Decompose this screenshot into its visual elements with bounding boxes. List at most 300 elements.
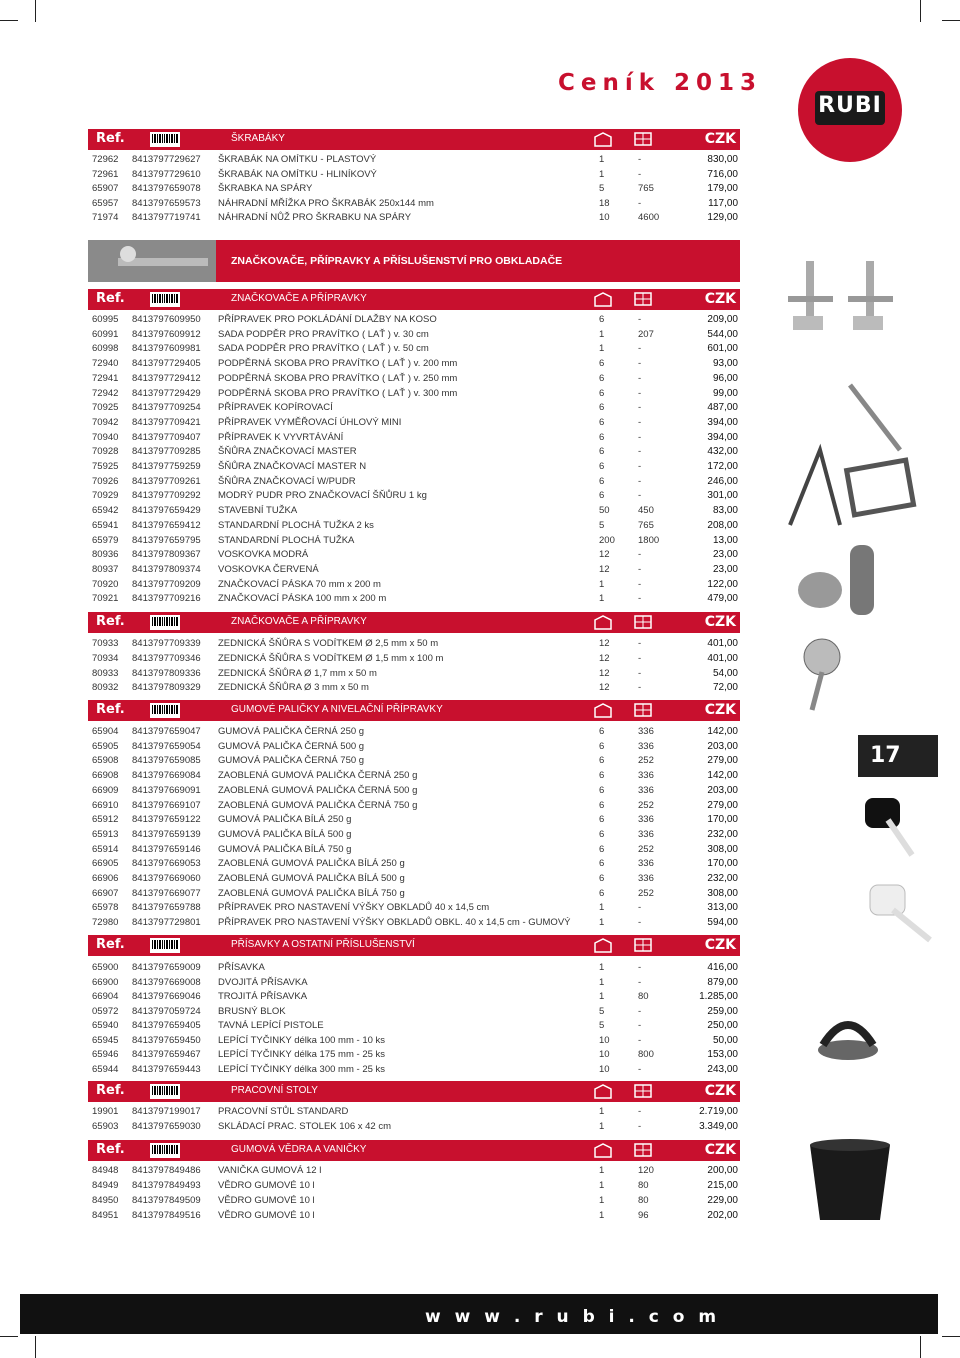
price: 13,00	[712, 534, 738, 546]
price: 142,00	[707, 726, 738, 737]
price: 246,00	[707, 475, 738, 487]
pallet-icon	[633, 702, 653, 719]
table-row	[92, 593, 742, 607]
ean-code: 8413797669107	[132, 799, 201, 811]
ref-label: Ref.	[96, 291, 125, 306]
table-row	[92, 198, 742, 212]
ean-code: 8413797669077	[132, 887, 201, 899]
table-row	[92, 653, 742, 667]
table-row	[92, 682, 742, 696]
description: PŘÍPRAVEK PRO NASTAVENÍ VÝŠKY OBKLADŮ 40 x 14,5 cm	[218, 902, 490, 914]
description: LEPÍCÍ TYČINKY délka 100 mm - 10 ks	[218, 1034, 386, 1046]
description: ZAOBLENÁ GUMOVÁ PALIČKA BÍLÁ 250 g	[218, 858, 405, 870]
pallet-qty: -	[638, 902, 642, 914]
table-row	[92, 490, 742, 504]
ean-code: 8413797199017	[132, 1106, 201, 1117]
ean-code: 8413797659085	[132, 755, 201, 767]
pallet-qty: 252	[638, 799, 654, 811]
ref-code: 72941	[92, 372, 119, 384]
table-row	[92, 549, 742, 563]
ean-code: 8413797659078	[132, 183, 201, 194]
pallet-qty: -	[638, 549, 642, 561]
pack-qty: 1	[599, 154, 605, 165]
price: 54,00	[712, 667, 738, 679]
price: 170,00	[707, 858, 738, 870]
ref-code: 65913	[92, 828, 119, 840]
table-row	[92, 755, 742, 769]
table-row	[92, 1049, 742, 1063]
pallet-qty: -	[638, 197, 642, 209]
pack-qty: 6	[599, 843, 605, 855]
crop-mark	[0, 20, 18, 21]
description: GUMOVÁ PALIČKA ČERNÁ 500 g	[218, 740, 365, 752]
price: 208,00	[707, 519, 738, 531]
table-row	[92, 741, 742, 755]
ean-code: 8413797659009	[132, 962, 201, 973]
table-row	[92, 476, 742, 490]
description: PRACOVNÍ STŮL STANDARD	[218, 1106, 349, 1117]
website-url: w w w . r u b i . c o m	[425, 1307, 721, 1327]
pack-qty: 1	[599, 578, 605, 590]
product-image-angle-tool	[780, 440, 920, 530]
pallet-qty: -	[638, 962, 642, 973]
price: 544,00	[707, 328, 738, 340]
description: GUMOVÁ PALIČKA BÍLÁ 750 g	[218, 843, 352, 855]
ean-code: 8413797659405	[132, 1020, 201, 1031]
crop-mark	[942, 20, 960, 21]
table-row	[92, 1064, 742, 1078]
section-label: ZNAČKOVAČE A PŘÍPRAVKY	[231, 293, 367, 304]
pallet-qty: 765	[638, 183, 654, 194]
ean-code: 8413797669008	[132, 976, 201, 988]
ean-code: 8413797659443	[132, 1063, 201, 1075]
pack-qty: 5	[599, 519, 605, 531]
banner-photo	[88, 240, 216, 282]
table-row	[92, 446, 742, 460]
price: 50,00	[712, 1034, 738, 1046]
description: MODRÝ PUDR PRO ZNAČKOVACÍ ŠŇŮRU 1 kg	[218, 490, 427, 502]
table-row	[92, 461, 742, 475]
ref-code: 65944	[92, 1063, 119, 1075]
table-row	[92, 1195, 742, 1209]
pallet-icon	[633, 291, 653, 308]
pack-qty: 12	[599, 652, 610, 664]
pallet-qty: -	[638, 372, 642, 384]
ean-code: 8413797809336	[132, 667, 201, 679]
product-image-supports	[778, 256, 918, 336]
pallet-qty: -	[638, 638, 642, 649]
pallet-qty: 252	[638, 755, 654, 767]
pack-qty: 1	[599, 1106, 605, 1117]
description: ZAOBLENÁ GUMOVÁ PALIČKA ČERNÁ 750 g	[218, 799, 418, 811]
table-row	[92, 579, 742, 593]
product-image-line-reel	[792, 632, 852, 712]
ref-code: 65946	[92, 1049, 119, 1060]
description: SKLÁDACÍ PRAC. STOLEK 106 x 42 cm	[218, 1120, 392, 1132]
description: STANDARDNÍ PLOCHÁ TUŽKA	[218, 534, 355, 546]
table-row	[92, 638, 742, 652]
pallet-qty: -	[638, 578, 642, 590]
description: GUMOVÁ PALIČKA ČERNÁ 250 g	[218, 726, 365, 737]
ref-code: 65914	[92, 843, 119, 855]
ean-code: 8413797609981	[132, 343, 201, 355]
ref-code: 80932	[92, 682, 119, 694]
pallet-qty: -	[638, 358, 642, 370]
price: 129,00	[707, 212, 738, 223]
pack-qty: 200	[599, 534, 615, 546]
price: 200,00	[707, 1165, 738, 1176]
pallet-qty: -	[638, 416, 642, 428]
barcode-icon	[150, 1143, 180, 1158]
table-row	[92, 770, 742, 784]
description: PODPĚRNÁ SKOBA PRO PRAVÍTKO ( LAŤ ) v. 300 mm	[218, 387, 458, 399]
pallet-qty: 80	[638, 1180, 649, 1191]
ref-code: 65978	[92, 902, 119, 914]
price: 229,00	[707, 1195, 738, 1206]
price: 830,00	[707, 154, 738, 165]
ref-code: 70933	[92, 638, 119, 649]
pack-qty: 6	[599, 314, 605, 325]
price: 232,00	[707, 828, 738, 840]
pack-qty: 6	[599, 784, 605, 796]
description: GUMOVÁ PALIČKA ČERNÁ 750 g	[218, 755, 365, 767]
ean-code: 8413797709421	[132, 416, 201, 428]
pack-qty: 1	[599, 1180, 605, 1191]
pallet-qty: 336	[638, 784, 654, 796]
price: 23,00	[712, 563, 738, 575]
barcode-icon	[150, 703, 180, 718]
ean-code: 8413797809329	[132, 682, 201, 694]
ean-code: 8413797709339	[132, 638, 201, 649]
pack-qty: 6	[599, 416, 605, 428]
price: 117,00	[708, 197, 738, 209]
description: TAVNÁ LEPÍCÍ PISTOLE	[218, 1020, 324, 1031]
ean-code: 8413797849493	[132, 1180, 201, 1191]
ref-code: 65905	[92, 740, 119, 752]
price: 1.285,00	[699, 991, 738, 1002]
pallet-qty: -	[638, 1034, 642, 1046]
ref-code: 80936	[92, 549, 119, 561]
section-label: ŠKRABÁKY	[231, 133, 285, 144]
ref-code: 65903	[92, 1120, 119, 1132]
pack-qty: 6	[599, 887, 605, 899]
ref-code: 65945	[92, 1034, 119, 1046]
ean-code: 8413797709292	[132, 490, 201, 502]
table-row	[92, 402, 742, 416]
ref-code: 70926	[92, 475, 119, 487]
price: 172,00	[707, 461, 738, 472]
ref-code: 70929	[92, 490, 119, 502]
ean-code: 8413797659788	[132, 902, 201, 914]
table-row	[92, 814, 742, 828]
pack-qty: 6	[599, 446, 605, 458]
product-image-rubber-mallet-black	[860, 790, 920, 860]
pallet-qty: 336	[638, 770, 654, 782]
pallet-qty: -	[638, 1106, 642, 1117]
table-row	[92, 169, 742, 183]
ref-code: 60995	[92, 314, 119, 325]
ref-code: 65907	[92, 183, 119, 194]
ean-code: 8413797659429	[132, 505, 201, 517]
pallet-qty: -	[638, 563, 642, 575]
table-row	[92, 564, 742, 578]
section-label: PRACOVNÍ STOLY	[231, 1085, 318, 1096]
ref-code: 65908	[92, 755, 119, 767]
pack-qty: 6	[599, 461, 605, 472]
pallet-icon	[633, 1083, 653, 1100]
currency-label: CZK	[704, 937, 736, 953]
pallet-qty: -	[638, 490, 642, 502]
description: ZNAČKOVACÍ PÁSKA 70 mm x 200 m	[218, 578, 381, 590]
description: VOSKOVKA MODRÁ	[218, 549, 309, 561]
section-header	[88, 700, 740, 721]
price: 259,00	[707, 1005, 738, 1017]
pallet-qty: -	[638, 314, 642, 325]
description: LEPÍCÍ TYČINKY délka 175 mm - 25 ks	[218, 1049, 386, 1060]
ean-code: 8413797849516	[132, 1210, 201, 1221]
barcode-icon	[150, 615, 180, 630]
description: PŘÍSAVKA	[218, 962, 265, 973]
description: LEPÍCÍ TYČINKY délka 300 mm - 25 ks	[218, 1063, 386, 1075]
price: 179,00	[707, 183, 738, 194]
ean-code: 8413797719741	[132, 212, 201, 223]
price: 243,00	[707, 1063, 738, 1075]
pack-qty: 1	[599, 1210, 605, 1221]
price: 23,00	[712, 549, 738, 561]
category-banner	[88, 240, 740, 282]
ref-code: 72980	[92, 917, 119, 929]
ref-code: 66908	[92, 770, 119, 782]
pallet-qty: -	[638, 1020, 642, 1031]
description: GUMOVÁ PALIČKA BÍLÁ 500 g	[218, 828, 352, 840]
pallet-qty: -	[638, 1063, 642, 1075]
section-header	[88, 1081, 740, 1102]
pallet-qty: -	[638, 402, 642, 414]
crop-mark	[920, 1336, 921, 1358]
price: 142,00	[707, 770, 738, 782]
price: 96,00	[712, 372, 738, 384]
price: 487,00	[707, 402, 738, 414]
pack-qty: 6	[599, 402, 605, 414]
description: ŠŇŮRA ZNAČKOVACÍ MASTER	[218, 446, 357, 458]
pallet-icon	[633, 1142, 653, 1159]
pack-qty: 10	[599, 1034, 610, 1046]
description: ŠŇŮRA ZNAČKOVACÍ W/PUDR	[218, 475, 356, 487]
price: 416,00	[707, 962, 738, 973]
pack-qty: 12	[599, 563, 610, 575]
ean-code: 8413797809367	[132, 549, 201, 561]
pallet-qty: -	[638, 667, 642, 679]
ref-code: 70921	[92, 593, 119, 605]
description: ZEDNICKÁ ŠŇŮRA Ø 3 mm x 50 m	[218, 682, 369, 694]
ref-code: 66904	[92, 991, 119, 1002]
ean-code: 8413797709216	[132, 593, 201, 605]
description: PŘÍPRAVEK PRO POKLÁDÁNÍ DLAŽBY NA KOSO	[218, 314, 437, 325]
price: 716,00	[707, 168, 738, 180]
ref-label: Ref.	[96, 1142, 125, 1157]
table-row	[92, 1210, 742, 1224]
ean-code: 8413797849509	[132, 1195, 201, 1206]
table-row	[92, 1106, 742, 1120]
ean-code: 8413797659795	[132, 534, 201, 546]
ean-code: 8413797659139	[132, 828, 201, 840]
pack-qty: 6	[599, 858, 605, 870]
pack-qty: 1	[599, 168, 605, 180]
section-header	[88, 612, 740, 633]
pallet-qty: 4600	[638, 212, 660, 223]
description: ZAOBLENÁ GUMOVÁ PALIČKA ČERNÁ 500 g	[218, 784, 418, 796]
ean-code: 8413797659054	[132, 740, 201, 752]
section-label: GUMOVÉ PALIČKY A NIVELAČNÍ PŘÍPRAVKY	[231, 704, 443, 715]
ref-label: Ref.	[96, 702, 125, 717]
description: PŘÍPRAVEK K VYVRTÁVÁNÍ	[218, 431, 344, 443]
table-row	[92, 726, 742, 740]
ean-code: 8413797659146	[132, 843, 201, 855]
crop-mark	[35, 0, 36, 22]
pack-qty: 1	[599, 328, 605, 340]
description: ŠKRABÁK NA OMÍTKU - PLASTOVÝ	[218, 154, 377, 165]
ref-code: 84948	[92, 1165, 119, 1176]
ean-code: 8413797659573	[132, 197, 201, 209]
description: PŘÍPRAVEK KOPÍROVACÍ	[218, 402, 333, 414]
price: 279,00	[707, 755, 738, 767]
pack-qty: 1	[599, 902, 605, 914]
ean-code: 8413797709261	[132, 475, 201, 487]
ean-code: 8413797659047	[132, 726, 201, 737]
description: DVOJITÁ PŘÍSAVKA	[218, 976, 308, 988]
ref-code: 65979	[92, 534, 119, 546]
table-row	[92, 373, 742, 387]
ref-label: Ref.	[96, 614, 125, 629]
pack-qty: 12	[599, 682, 610, 694]
table-row	[92, 800, 742, 814]
ean-code: 8413797659412	[132, 519, 201, 531]
ref-code: 05972	[92, 1005, 119, 1017]
pallet-icon	[633, 937, 653, 954]
box-unit-icon	[593, 291, 613, 308]
table-row	[92, 902, 742, 916]
box-unit-icon	[593, 131, 613, 148]
price: 308,00	[707, 887, 738, 899]
table-row	[92, 888, 742, 902]
table-row	[92, 358, 742, 372]
price: 3.349,00	[699, 1120, 738, 1132]
price: 308,00	[707, 843, 738, 855]
description: ŠKRABÁK NA OMÍTKU - HLINÍKOVÝ	[218, 168, 377, 180]
table-row	[92, 388, 742, 402]
ref-code: 72962	[92, 154, 119, 165]
table-row	[92, 505, 742, 519]
description: VANIČKA GUMOVÁ 12 l	[218, 1165, 322, 1176]
crop-mark	[35, 1336, 36, 1358]
table-row	[92, 1020, 742, 1034]
product-image-suction-cup	[808, 1005, 888, 1065]
ean-code: 8413797729412	[132, 372, 201, 384]
description: VĚDRO GUMOVÉ 10 l	[218, 1180, 315, 1191]
pack-qty: 6	[599, 372, 605, 384]
pallet-qty: 336	[638, 873, 654, 884]
pack-qty: 5	[599, 1020, 605, 1031]
pack-qty: 12	[599, 667, 610, 679]
pack-qty: 5	[599, 183, 605, 194]
crop-mark	[920, 0, 921, 22]
description: SADA PODPĚR PRO PRAVÍTKO ( LAŤ ) v. 30 cm	[218, 328, 429, 340]
description: ZAOBLENÁ GUMOVÁ PALIČKA ČERNÁ 250 g	[218, 770, 418, 782]
pallet-qty: 336	[638, 858, 654, 870]
box-unit-icon	[593, 1083, 613, 1100]
pallet-qty: -	[638, 917, 642, 929]
table-row	[92, 520, 742, 534]
pack-qty: 1	[599, 1195, 605, 1206]
table-row	[92, 977, 742, 991]
currency-label: CZK	[704, 1142, 736, 1158]
price: 432,00	[707, 446, 738, 458]
price: 2.719,00	[699, 1106, 738, 1117]
footer-bar	[20, 1294, 938, 1334]
banner-title: ZNAČKOVAČE, PŘÍPRAVKY A PŘÍSLUŠENSTVÍ PRO OBKLADAČE	[231, 255, 563, 267]
price: 401,00	[707, 638, 738, 649]
table-row	[92, 917, 742, 931]
ean-code: 8413797729429	[132, 387, 201, 399]
barcode-icon	[150, 938, 180, 953]
ean-code: 8413797709407	[132, 431, 201, 443]
table-row	[92, 1121, 742, 1135]
ref-code: 65957	[92, 197, 119, 209]
pallet-qty: -	[638, 682, 642, 694]
table-row	[92, 1180, 742, 1194]
pack-qty: 6	[599, 873, 605, 884]
price: 479,00	[707, 593, 738, 605]
barcode-icon	[150, 292, 180, 307]
rubi-logo	[795, 55, 905, 165]
pallet-qty: 252	[638, 887, 654, 899]
description: VOSKOVKA ČERVENÁ	[218, 563, 319, 575]
price: 203,00	[707, 740, 738, 752]
description: NÁHRADNÍ NŮŽ PRO ŠKRABKU NA SPÁRY	[218, 212, 412, 223]
pack-qty: 6	[599, 431, 605, 443]
description: VĚDRO GUMOVÉ 10 l	[218, 1210, 315, 1221]
ean-code: 8413797729627	[132, 154, 201, 165]
pack-qty: 1	[599, 976, 605, 988]
box-unit-icon	[593, 702, 613, 719]
price: 203,00	[707, 784, 738, 796]
pallet-qty: -	[638, 475, 642, 487]
currency-label: CZK	[704, 614, 736, 630]
pack-qty: 6	[599, 828, 605, 840]
description: ŠKRABKA NA SPÁRY	[218, 183, 313, 194]
section-label: PŘÍSAVKY A OSTATNÍ PŘÍSLUŠENSTVÍ	[231, 939, 415, 950]
page-title: Ceník 2013	[558, 70, 763, 96]
table-row	[92, 343, 742, 357]
pallet-qty: -	[638, 652, 642, 664]
ref-code: 65904	[92, 726, 119, 737]
currency-label: CZK	[704, 1083, 736, 1099]
pack-qty: 10	[599, 1049, 610, 1060]
description: STANDARDNÍ PLOCHÁ TUŽKA 2 ks	[218, 519, 374, 531]
pack-qty: 10	[599, 1063, 610, 1075]
pack-qty: 12	[599, 549, 610, 561]
pallet-qty: -	[638, 1120, 642, 1132]
pack-qty: 1	[599, 1120, 605, 1132]
pack-qty: 6	[599, 358, 605, 370]
price: 215,00	[707, 1180, 738, 1191]
price: 83,00	[712, 505, 738, 517]
description: PŘÍPRAVEK VYMĚŘOVACÍ ÚHLOVÝ MINI	[218, 416, 402, 428]
barcode-icon	[150, 1084, 180, 1099]
pallet-qty: -	[638, 461, 642, 472]
pack-qty: 12	[599, 638, 610, 649]
ref-code: 72961	[92, 168, 119, 180]
